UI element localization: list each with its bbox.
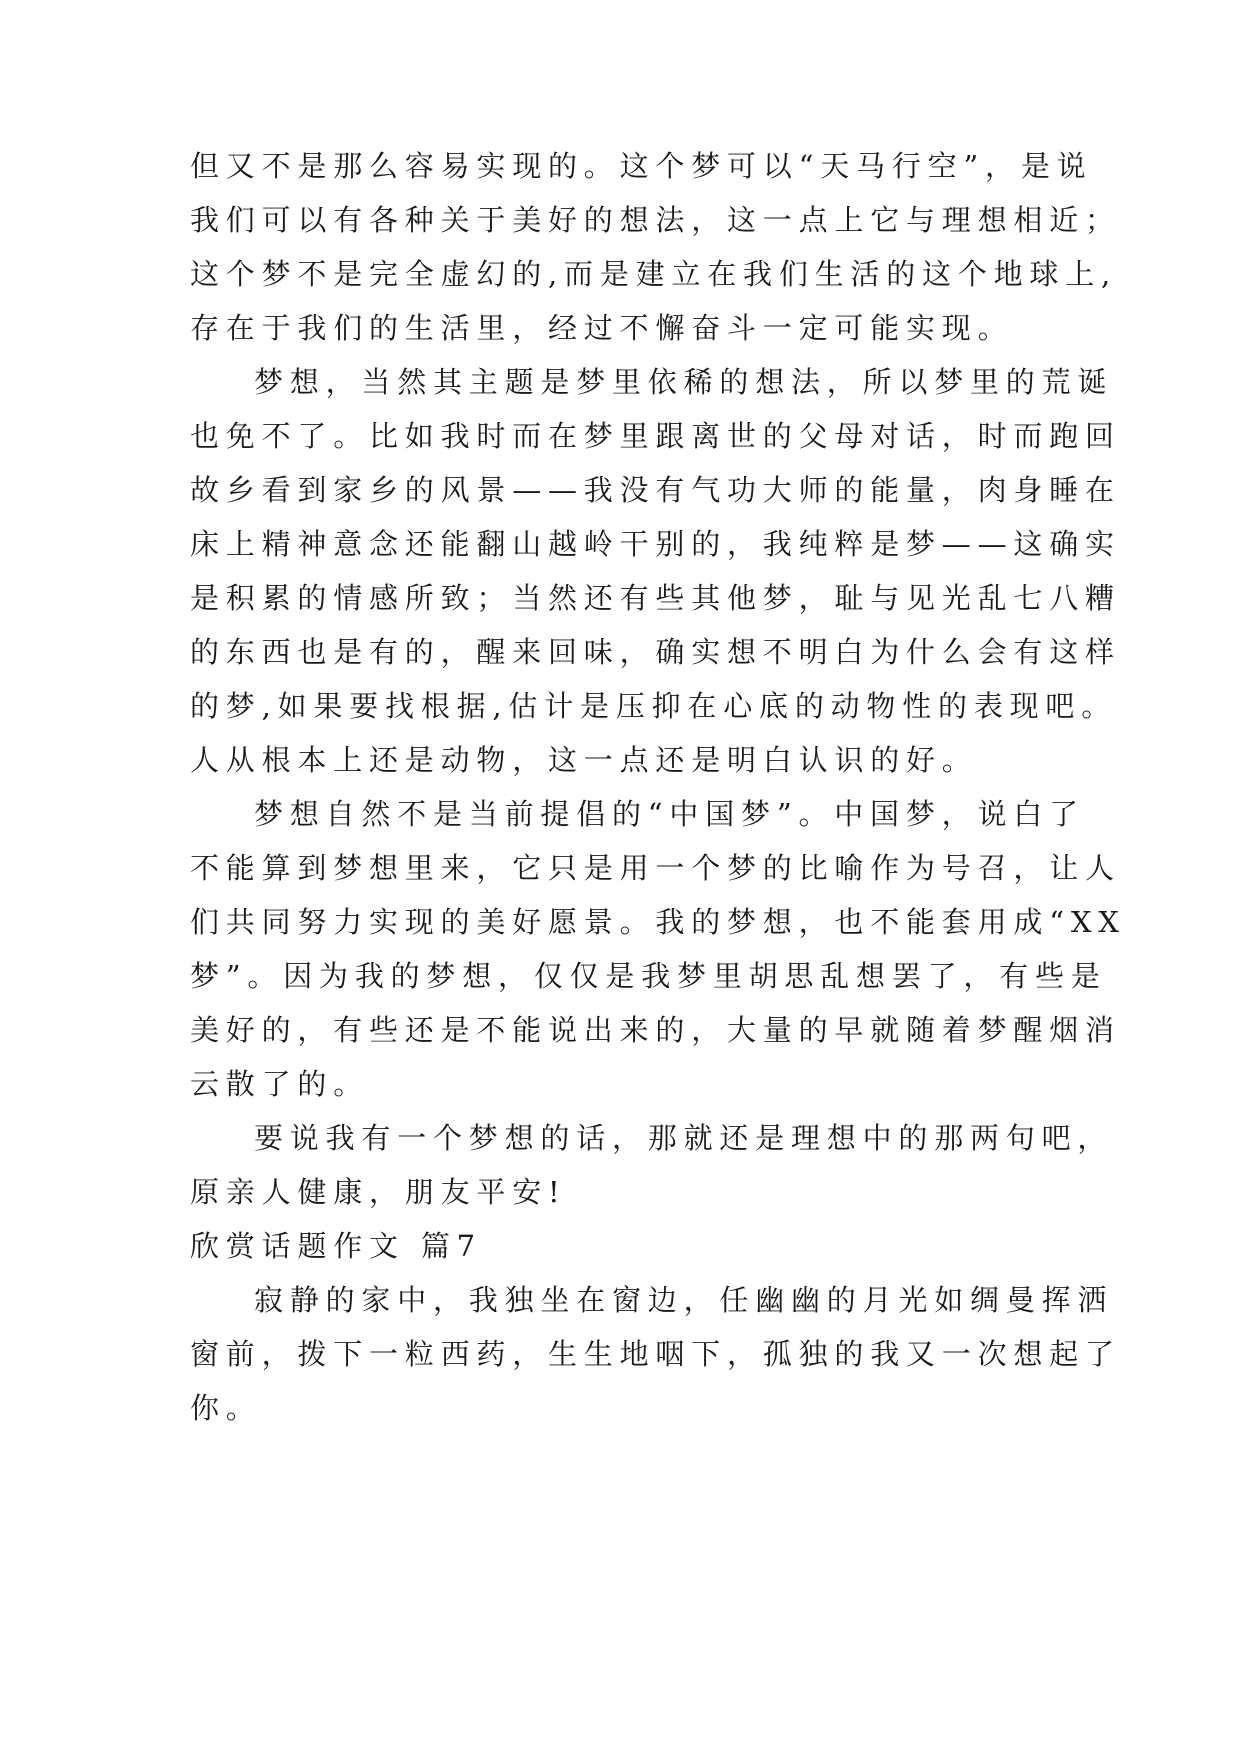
text-line: 这个梦不是完全虚幻的,而是建立在我们生活的这个地球上, xyxy=(190,257,1118,291)
text-line: 也免不了。比如我时而在梦里跟离世的父母对话，时而跑回 xyxy=(190,419,1121,453)
text-line: 窗前，拨下一粒西药，生生地咽下，孤独的我又一次想起了 xyxy=(190,1337,1121,1371)
paragraph-first-line: 寂静的家中，我独坐在窗边，任幽幽的月光如绸曼挥洒 xyxy=(254,1283,1114,1317)
text-line: 但又不是那么容易实现的。这个梦可以“天马行空”，是说 xyxy=(190,149,1093,183)
text-line: 梦”。因为我的梦想，仅仅是我梦里胡思乱想罢了，有些是 xyxy=(190,959,1107,993)
text-line: 我们可以有各种关于美好的想法，这一点上它与理想相近； xyxy=(190,203,1121,237)
paragraph-first-line: 梦想自然不是当前提倡的“中国梦”。中国梦，说白了 xyxy=(254,797,1085,831)
text-line: 存在于我们的生活里，经过不懈奋斗一定可能实现。 xyxy=(190,311,1014,345)
text-line: 原亲人健康，朋友平安! xyxy=(190,1175,567,1209)
text-line: 是积累的情感所致；当然还有些其他梦，耻与见光乱七八糟 xyxy=(190,581,1121,615)
section-heading: 欣赏话题作文 篇7 xyxy=(190,1229,482,1263)
text-line: 的东西也是有的，醒来回味，确实想不明白为什么会有这样 xyxy=(190,635,1121,669)
paragraph-first-line: 梦想，当然其主题是梦里依稀的想法，所以梦里的荒诞 xyxy=(254,365,1114,399)
paragraph-first-line: 要说我有一个梦想的话，那就还是理想中的那两句吧， xyxy=(254,1121,1114,1155)
text-line: 美好的，有些还是不能说出来的，大量的早就随着梦醒烟消 xyxy=(190,1013,1121,1047)
text-line: 的梦,如果要找根据,估计是压抑在心底的动物性的表现吧。 xyxy=(190,689,1118,723)
text-line: 云散了的。 xyxy=(190,1067,370,1101)
text-line: 床上精神意念还能翻山越岭干别的，我纯粹是梦——这确实 xyxy=(190,527,1121,561)
text-line: 故乡看到家乡的风景——我没有气功大师的能量，肉身睡在 xyxy=(190,473,1121,507)
text-line: 人从根本上还是动物，这一点还是明白认识的好。 xyxy=(190,743,978,777)
text-line: 们共同努力实现的美好愿景。我的梦想，也不能套用成“XX xyxy=(190,905,1126,939)
text-line: 你。 xyxy=(190,1391,262,1425)
text-line: 不能算到梦想里来，它只是用一个梦的比喻作为号召，让人 xyxy=(190,851,1121,885)
